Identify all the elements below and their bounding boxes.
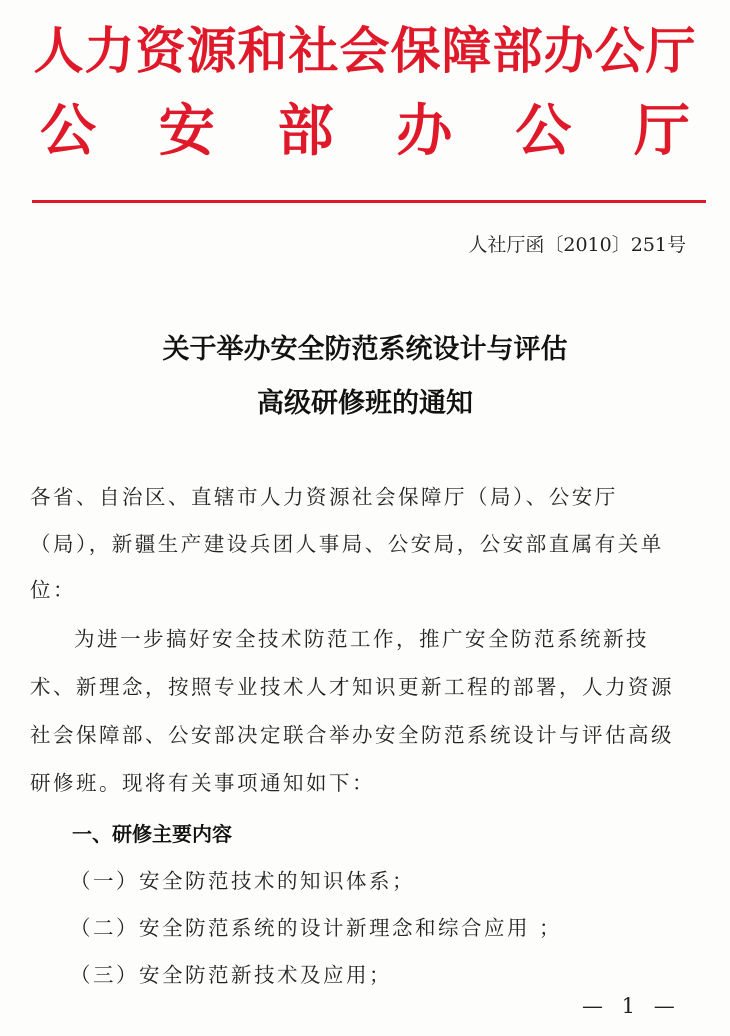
issuer-name-line1: 人力资源和社会保障部办公厅	[33, 21, 697, 80]
issuer-char: 厅	[633, 98, 690, 164]
document-number: 人社厅函〔2010〕251号	[468, 234, 686, 256]
paragraph1-line3: 社会保障部、公安部决定联合举办安全防范系统设计与评估高级	[30, 723, 674, 747]
list-item: （三）安全防范新技术及应用；	[70, 963, 392, 987]
document-title-line2: 高级研修班的通知	[257, 388, 473, 419]
paragraph1-line4: 研修班。现将有关事项通知如下：	[30, 771, 375, 795]
addressee-line2: （局），新疆生产建设兵团人事局、公安局，公安部直属有关单	[30, 532, 664, 556]
paragraph1-line1: 为进一步搞好安全技术防范工作，推广安全防范系统新技	[74, 627, 649, 651]
addressee-line1: 各省、自治区、直辖市人力资源社会保障厅（局）、公安厅	[30, 485, 618, 509]
issuer-char: 安	[158, 98, 215, 164]
issuer-char: 部	[277, 98, 334, 164]
section-heading: 一、研修主要内容	[72, 822, 232, 846]
list-item: （二）安全防范系统的设计新理念和综合应用 ；	[70, 916, 563, 940]
addressee-line3: 位：	[30, 578, 76, 602]
header-divider	[32, 200, 706, 203]
paragraph1-line2: 术、新理念，按照专业技术人才知识更新工程的部署，人力资源	[30, 675, 674, 699]
issuer-name-line2	[40, 95, 690, 167]
list-item: （一）安全防范技术的知识体系；	[70, 869, 415, 893]
page-number: — 1 —	[582, 994, 681, 1018]
document-title-line1: 关于举办安全防范系统设计与评估	[162, 334, 568, 365]
issuer-char: 公	[515, 98, 572, 164]
issuer-char: 办	[396, 98, 453, 164]
issuer-char: 公	[40, 98, 96, 164]
